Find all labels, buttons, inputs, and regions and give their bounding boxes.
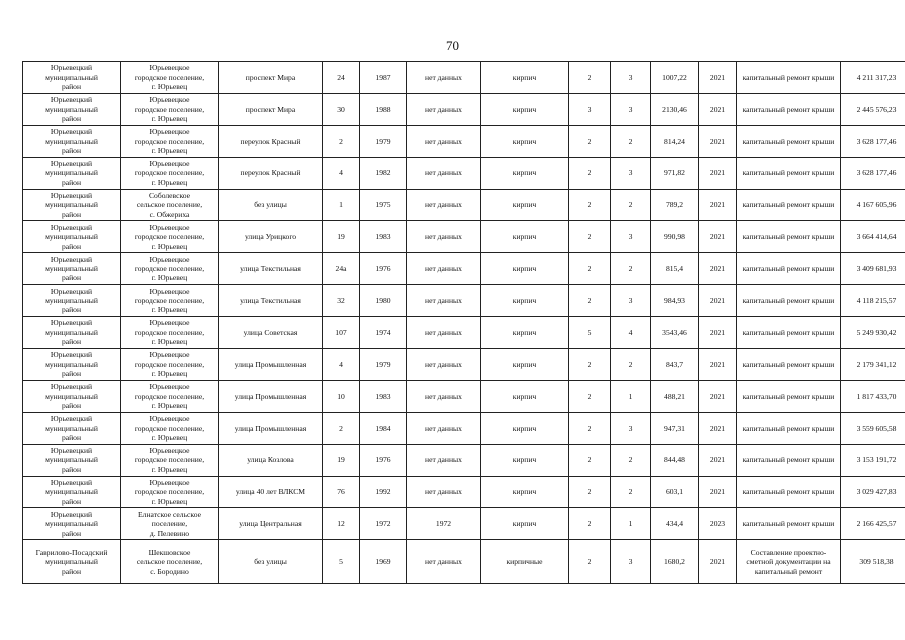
cell-district: Юрьевецкий муниципальный район	[23, 444, 121, 476]
cell-entrances: 3	[611, 221, 651, 253]
cell-house: 24	[323, 62, 360, 94]
cell-work: капитальный ремонт крыши	[737, 125, 841, 157]
table-row	[23, 412, 905, 444]
cell-entrances: 2	[611, 189, 651, 221]
cell-material: кирпич	[481, 189, 569, 221]
cell-plan-year: 2021	[699, 253, 737, 285]
cell-year-repair: нет данных	[407, 349, 481, 381]
cell-house: 107	[323, 317, 360, 349]
cell-cost: 3 664 414,64	[841, 221, 905, 253]
cell-entrances: 2	[611, 349, 651, 381]
cell-street: улица Промышленная	[219, 349, 323, 381]
cell-street: улица Урицкого	[219, 221, 323, 253]
cell-year-built: 1988	[360, 93, 407, 125]
cell-house: 10	[323, 380, 360, 412]
cell-house: 19	[323, 444, 360, 476]
cell-district: Юрьевецкий муниципальный район	[23, 476, 121, 508]
cell-entrances: 3	[611, 285, 651, 317]
cell-house: 19	[323, 221, 360, 253]
cell-year-repair: нет данных	[407, 540, 481, 584]
cell-entrances: 1	[611, 508, 651, 540]
cell-cost: 3 409 681,93	[841, 253, 905, 285]
cell-plan-year: 2021	[699, 476, 737, 508]
cell-work: капитальный ремонт крыши	[737, 62, 841, 94]
cell-work: капитальный ремонт крыши	[737, 444, 841, 476]
table-row	[23, 125, 905, 157]
cell-house: 1	[323, 189, 360, 221]
cell-work: капитальный ремонт крыши	[737, 93, 841, 125]
cell-entrances: 2	[611, 253, 651, 285]
cell-year-repair: нет данных	[407, 125, 481, 157]
cell-year-repair: нет данных	[407, 444, 481, 476]
cell-district: Юрьевецкий муниципальный район	[23, 62, 121, 94]
cell-material: кирпич	[481, 285, 569, 317]
cell-settlement: Юрьевецкое городское поселение, г. Юрьевец	[121, 349, 219, 381]
cell-year-repair: нет данных	[407, 93, 481, 125]
table-row	[23, 285, 905, 317]
cell-plan-year: 2021	[699, 540, 737, 584]
cell-cost: 3 029 427,83	[841, 476, 905, 508]
cell-year-repair: 1972	[407, 508, 481, 540]
cell-district: Юрьевецкий муниципальный район	[23, 508, 121, 540]
cell-house: 5	[323, 540, 360, 584]
cell-floors: 2	[569, 540, 611, 584]
cell-material: кирпич	[481, 125, 569, 157]
cell-entrances: 3	[611, 540, 651, 584]
cell-plan-year: 2021	[699, 125, 737, 157]
cell-area: 971,82	[651, 157, 699, 189]
cell-work: капитальный ремонт крыши	[737, 476, 841, 508]
cell-street: улица Центральная	[219, 508, 323, 540]
cell-district: Юрьевецкий муниципальный район	[23, 125, 121, 157]
cell-plan-year: 2021	[699, 285, 737, 317]
cell-material: кирпич	[481, 508, 569, 540]
cell-settlement: Шекшовское сельское поселение, с. Бородино	[121, 540, 219, 584]
cell-house: 12	[323, 508, 360, 540]
cell-street: переулок Красный	[219, 125, 323, 157]
cell-settlement: Юрьевецкое городское поселение, г. Юрьевец	[121, 285, 219, 317]
table-row	[23, 189, 905, 221]
cell-street: улица Текстильная	[219, 253, 323, 285]
cell-plan-year: 2021	[699, 317, 737, 349]
cell-house: 4	[323, 157, 360, 189]
cell-settlement: Юрьевецкое городское поселение, г. Юрьевец	[121, 317, 219, 349]
cell-work: Составление проектно-сметной документации на капитальный ремонт	[737, 540, 841, 584]
cell-settlement: Юрьевецкое городское поселение, г. Юрьевец	[121, 221, 219, 253]
cell-cost: 309 518,38	[841, 540, 905, 584]
cell-district: Юрьевецкий муниципальный район	[23, 349, 121, 381]
cell-year-built: 1982	[360, 157, 407, 189]
cell-year-repair: нет данных	[407, 317, 481, 349]
cell-material: кирпич	[481, 93, 569, 125]
cell-street: проспект Мира	[219, 93, 323, 125]
cell-entrances: 2	[611, 125, 651, 157]
table-row	[23, 540, 905, 584]
cell-cost: 2 179 341,12	[841, 349, 905, 381]
cell-work: капитальный ремонт крыши	[737, 221, 841, 253]
cell-cost: 2 445 576,23	[841, 93, 905, 125]
table-row	[23, 508, 905, 540]
cell-work: капитальный ремонт крыши	[737, 189, 841, 221]
cell-floors: 2	[569, 221, 611, 253]
cell-year-repair: нет данных	[407, 285, 481, 317]
cell-district: Юрьевецкий муниципальный район	[23, 157, 121, 189]
cell-cost: 4 211 317,23	[841, 62, 905, 94]
page-number: 70	[446, 38, 459, 53]
cell-settlement: Юрьевецкое городское поселение, г. Юрьевец	[121, 380, 219, 412]
cell-street: без улицы	[219, 189, 323, 221]
cell-cost: 1 817 433,70	[841, 380, 905, 412]
cell-district: Юрьевецкий муниципальный район	[23, 253, 121, 285]
cell-year-built: 1984	[360, 412, 407, 444]
cell-year-repair: нет данных	[407, 221, 481, 253]
cell-district: Юрьевецкий муниципальный район	[23, 189, 121, 221]
cell-street: улица Текстильная	[219, 285, 323, 317]
table-row	[23, 380, 905, 412]
table-row	[23, 476, 905, 508]
cell-area: 434,4	[651, 508, 699, 540]
table-row	[23, 253, 905, 285]
cell-settlement: Юрьевецкое городское поселение, г. Юрьевец	[121, 253, 219, 285]
cell-entrances: 3	[611, 62, 651, 94]
cell-entrances: 3	[611, 93, 651, 125]
cell-house: 2	[323, 125, 360, 157]
table-row	[23, 221, 905, 253]
cell-district: Юрьевецкий муниципальный район	[23, 412, 121, 444]
cell-floors: 2	[569, 62, 611, 94]
cell-cost: 4 118 215,57	[841, 285, 905, 317]
cell-work: капитальный ремонт крыши	[737, 349, 841, 381]
cell-settlement: Елнатское сельское поселение, д. Пелевино	[121, 508, 219, 540]
cell-area: 789,2	[651, 189, 699, 221]
cell-area: 843,7	[651, 349, 699, 381]
cell-year-repair: нет данных	[407, 253, 481, 285]
cell-plan-year: 2021	[699, 412, 737, 444]
cell-year-repair: нет данных	[407, 380, 481, 412]
table-row	[23, 62, 905, 94]
cell-settlement: Юрьевецкое городское поселение, г. Юрьевец	[121, 476, 219, 508]
table-row	[23, 444, 905, 476]
cell-plan-year: 2021	[699, 157, 737, 189]
cell-entrances: 3	[611, 412, 651, 444]
table-row	[23, 349, 905, 381]
cell-area: 3543,46	[651, 317, 699, 349]
cell-year-built: 1992	[360, 476, 407, 508]
cell-area: 603,1	[651, 476, 699, 508]
cell-area: 2130,46	[651, 93, 699, 125]
cell-house: 4	[323, 349, 360, 381]
cell-house: 32	[323, 285, 360, 317]
cell-area: 1007,22	[651, 62, 699, 94]
cell-plan-year: 2023	[699, 508, 737, 540]
cell-material: кирпич	[481, 157, 569, 189]
cell-cost: 5 249 930,42	[841, 317, 905, 349]
cell-house: 30	[323, 93, 360, 125]
cell-year-built: 1979	[360, 349, 407, 381]
cell-work: капитальный ремонт крыши	[737, 412, 841, 444]
table-row	[23, 93, 905, 125]
cell-material: кирпич	[481, 476, 569, 508]
cell-material: кирпич	[481, 380, 569, 412]
cell-year-repair: нет данных	[407, 189, 481, 221]
cell-cost: 2 166 425,57	[841, 508, 905, 540]
cell-floors: 2	[569, 125, 611, 157]
cell-settlement: Юрьевецкое городское поселение, г. Юрьевец	[121, 412, 219, 444]
cell-house: 2	[323, 412, 360, 444]
cell-settlement: Соболевское сельское поселение, с. Обжериха	[121, 189, 219, 221]
cell-plan-year: 2021	[699, 189, 737, 221]
cell-material: кирпичные	[481, 540, 569, 584]
cell-floors: 2	[569, 412, 611, 444]
cell-cost: 3 559 605,58	[841, 412, 905, 444]
cell-street: улица Советская	[219, 317, 323, 349]
cell-district: Юрьевецкий муниципальный район	[23, 317, 121, 349]
cell-district: Юрьевецкий муниципальный район	[23, 93, 121, 125]
cell-year-built: 1983	[360, 221, 407, 253]
cell-area: 844,48	[651, 444, 699, 476]
cell-district: Юрьевецкий муниципальный район	[23, 380, 121, 412]
cell-area: 814,24	[651, 125, 699, 157]
cell-street: улица 40 лет ВЛКСМ	[219, 476, 323, 508]
cell-plan-year: 2021	[699, 62, 737, 94]
cell-material: кирпич	[481, 62, 569, 94]
cell-entrances: 2	[611, 444, 651, 476]
cell-plan-year: 2021	[699, 349, 737, 381]
cell-settlement: Юрьевецкое городское поселение, г. Юрьевец	[121, 157, 219, 189]
cell-house: 76	[323, 476, 360, 508]
cell-street: улица Промышленная	[219, 380, 323, 412]
cell-floors: 2	[569, 253, 611, 285]
cell-work: капитальный ремонт крыши	[737, 317, 841, 349]
cell-area: 1680,2	[651, 540, 699, 584]
cell-cost: 3 628 177,46	[841, 125, 905, 157]
cell-year-built: 1976	[360, 444, 407, 476]
cell-year-built: 1969	[360, 540, 407, 584]
cell-year-built: 1974	[360, 317, 407, 349]
cell-floors: 2	[569, 380, 611, 412]
cell-cost: 4 167 605,96	[841, 189, 905, 221]
cell-year-built: 1987	[360, 62, 407, 94]
cell-floors: 2	[569, 157, 611, 189]
cell-street: улица Промышленная	[219, 412, 323, 444]
cell-plan-year: 2021	[699, 444, 737, 476]
cell-floors: 2	[569, 189, 611, 221]
cell-material: кирпич	[481, 349, 569, 381]
cell-material: кирпич	[481, 444, 569, 476]
cell-year-built: 1980	[360, 285, 407, 317]
cell-settlement: Юрьевецкое городское поселение, г. Юрьевец	[121, 125, 219, 157]
table-row	[23, 157, 905, 189]
cell-plan-year: 2021	[699, 221, 737, 253]
cell-year-built: 1976	[360, 253, 407, 285]
cell-entrances: 2	[611, 476, 651, 508]
cell-material: кирпич	[481, 253, 569, 285]
cell-street: улица Козлова	[219, 444, 323, 476]
cell-work: капитальный ремонт крыши	[737, 157, 841, 189]
housing-repair-table	[22, 61, 905, 584]
cell-plan-year: 2021	[699, 93, 737, 125]
cell-entrances: 3	[611, 157, 651, 189]
cell-year-built: 1979	[360, 125, 407, 157]
cell-settlement: Юрьевецкое городское поселение, г. Юрьевец	[121, 444, 219, 476]
cell-cost: 3 628 177,46	[841, 157, 905, 189]
cell-house: 24а	[323, 253, 360, 285]
cell-district: Юрьевецкий муниципальный район	[23, 285, 121, 317]
cell-year-repair: нет данных	[407, 412, 481, 444]
cell-floors: 2	[569, 476, 611, 508]
cell-district: Гаврилово-Посадский муниципальный район	[23, 540, 121, 584]
cell-year-repair: нет данных	[407, 157, 481, 189]
cell-material: кирпич	[481, 221, 569, 253]
cell-floors: 2	[569, 285, 611, 317]
cell-year-built: 1975	[360, 189, 407, 221]
cell-street: проспект Мира	[219, 62, 323, 94]
cell-work: капитальный ремонт крыши	[737, 285, 841, 317]
cell-year-repair: нет данных	[407, 476, 481, 508]
cell-floors: 2	[569, 508, 611, 540]
cell-year-repair: нет данных	[407, 62, 481, 94]
cell-area: 488,21	[651, 380, 699, 412]
cell-street: переулок Красный	[219, 157, 323, 189]
cell-year-built: 1972	[360, 508, 407, 540]
cell-material: кирпич	[481, 317, 569, 349]
cell-work: капитальный ремонт крыши	[737, 380, 841, 412]
cell-entrances: 4	[611, 317, 651, 349]
cell-floors: 2	[569, 349, 611, 381]
cell-plan-year: 2021	[699, 380, 737, 412]
cell-area: 815,4	[651, 253, 699, 285]
cell-area: 984,93	[651, 285, 699, 317]
cell-street: без улицы	[219, 540, 323, 584]
cell-work: капитальный ремонт крыши	[737, 508, 841, 540]
cell-entrances: 1	[611, 380, 651, 412]
cell-work: капитальный ремонт крыши	[737, 253, 841, 285]
cell-district: Юрьевецкий муниципальный район	[23, 221, 121, 253]
cell-year-built: 1983	[360, 380, 407, 412]
table-row	[23, 317, 905, 349]
cell-cost: 3 153 191,72	[841, 444, 905, 476]
cell-floors: 5	[569, 317, 611, 349]
cell-material: кирпич	[481, 412, 569, 444]
cell-area: 947,31	[651, 412, 699, 444]
cell-settlement: Юрьевецкое городское поселение, г. Юрьевец	[121, 93, 219, 125]
cell-area: 990,98	[651, 221, 699, 253]
cell-floors: 3	[569, 93, 611, 125]
cell-settlement: Юрьевецкое городское поселение, г. Юрьевец	[121, 62, 219, 94]
cell-floors: 2	[569, 444, 611, 476]
